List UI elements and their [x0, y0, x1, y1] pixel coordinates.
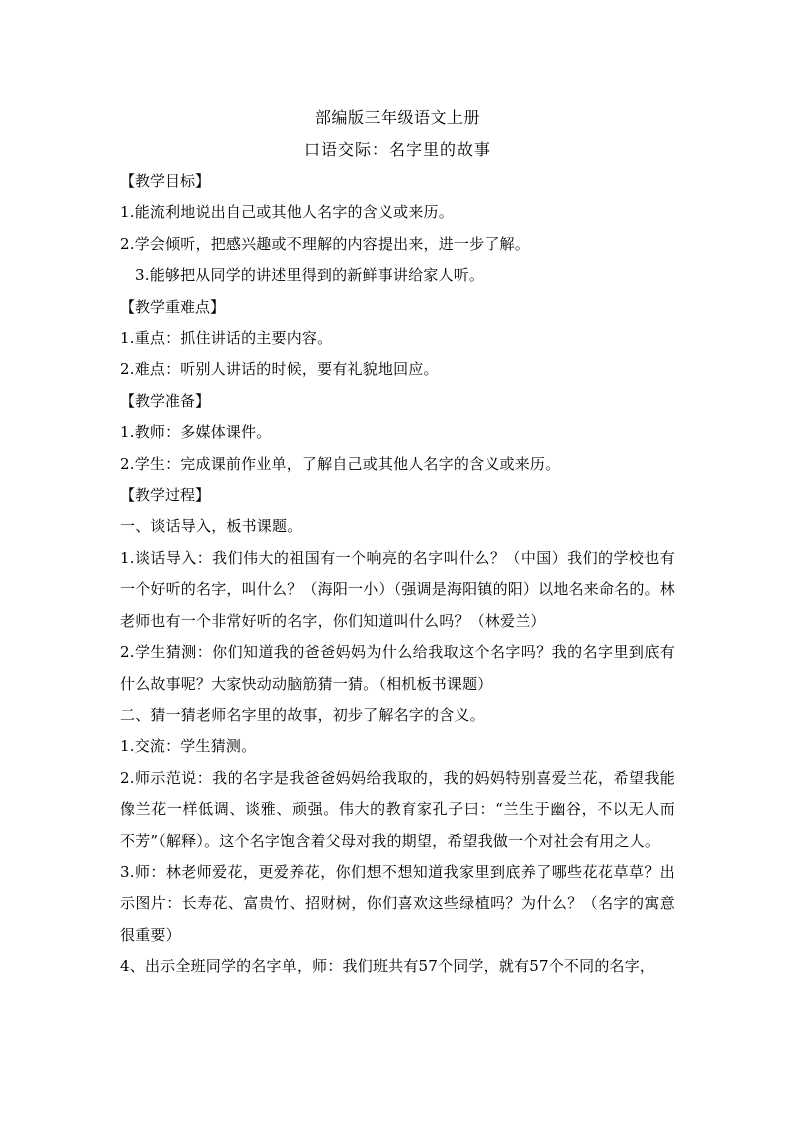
section-heading-preparation: 【教学准备】: [120, 391, 211, 410]
process-paragraph: 2.师示范说：我的名字是我爸爸妈妈给我取的，我的妈妈特别喜爱兰花，希望我能像兰花一样低调、谈雅、顽强。伟大的教育家孔子曰：“兰生于幽谷，不以无人而不芳”（解释）。这个名字饱含着父母对我的期望，希望我做一个对社会有用之人。: [120, 768, 675, 850]
key-point-item: 1.重点：抓住讲话的主要内容。: [120, 329, 333, 348]
goal-item: 2.学会倾听，把感兴趣或不理解的内容提出来，进一步了解。: [120, 234, 530, 253]
process-step-heading: 二、猜一猜老师名字里的故事，初步了解名字的含义。: [120, 705, 485, 724]
section-heading-key-points: 【教学重难点】: [120, 297, 226, 316]
goal-item: 1.能流利地说出自己或其他人名字的含义或来历。: [120, 203, 454, 222]
section-heading-process: 【教学过程】: [120, 486, 211, 505]
goal-item: 3.能够把从同学的讲述里得到的新鲜事讲给家人听。: [135, 266, 485, 285]
process-paragraph: 3.师：林老师爱花，更爱养花，你们想不想知道我家里到底养了哪些花花草草？出示图片：长寿花、富贵竹、招财树，你们喜欢这些绿植吗？为什么？（名字的寓意很重要）: [120, 862, 675, 944]
process-paragraph: 2.学生猜测：你们知道我的爸爸妈妈为什么给我取这个名字吗？我的名字里到底有什么故事呢？大家快动动脑筋猜一猜。（相机板书课题）: [120, 643, 675, 693]
process-paragraph: 1.交流：学生猜测。: [120, 737, 257, 756]
document-title: 部编版三年级语文上册: [314, 108, 480, 127]
process-step-heading: 一、谈话导入，板书课题。: [120, 517, 303, 536]
preparation-item: 2.学生：完成课前作业单，了解自己或其他人名字的含义或来历。: [120, 454, 561, 473]
process-paragraph: 1.谈话导入：我们伟大的祖国有一个响亮的名字叫什么？（中国）我们的学校也有一个好听的名字，叫什么？（海阳一小）（强调是海阳镇的阳）以地名来命名的。林老师也有一个非常好听的名字，你们知道叫什么吗？（林爱兰）: [120, 548, 675, 630]
preparation-item: 1.教师：多媒体课件。: [120, 423, 272, 442]
section-heading-goals: 【教学目标】: [120, 172, 211, 190]
process-paragraph: 4、出示全班同学的名字单，师：我们班共有57个同学，就有57个不同的名字，: [120, 957, 656, 976]
document-body: [120, 102, 675, 983]
document-subtitle: 口语交际：名字里的故事: [303, 140, 491, 159]
key-point-item: 2.难点：听别人讲话的时候，要有礼貌地回应。: [120, 360, 439, 379]
